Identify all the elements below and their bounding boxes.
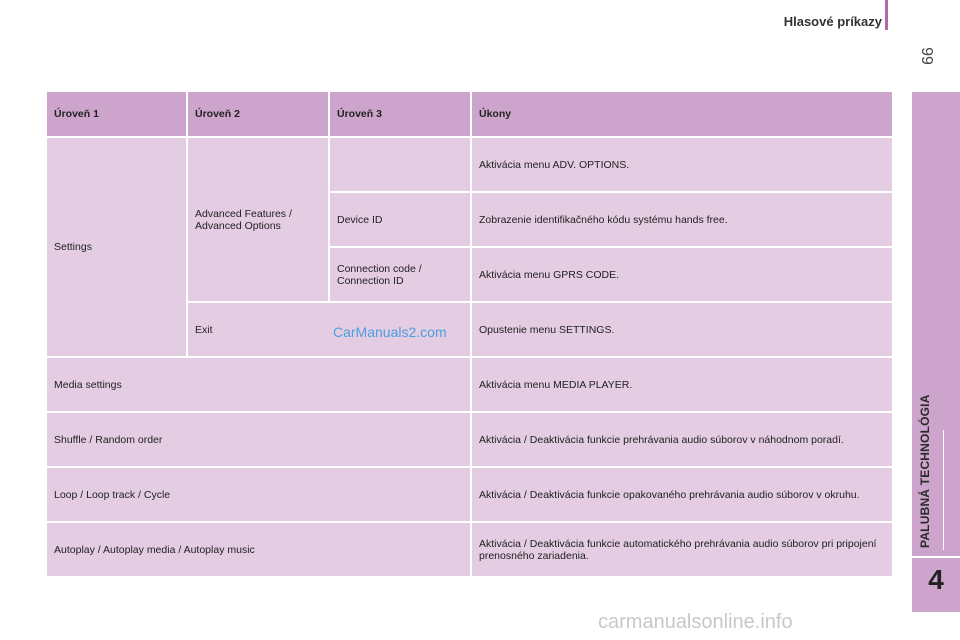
chapter-title: PALUBNÁ TECHNOLÓGIA (918, 394, 932, 548)
cell-connection-code-action: Aktivácia menu GPRS CODE. (471, 247, 893, 302)
page-title: Hlasové príkazy (783, 14, 882, 29)
cell-shuffle-action: Aktivácia / Deaktivácia funkcie prehrávania audio súborov v náhodnom poradí. (471, 412, 893, 467)
voice-commands-table (45, 90, 894, 578)
column-header-level-3: Úroveň 3 (329, 91, 471, 137)
cell-connection-code: Connection code / Connection ID (329, 247, 471, 302)
cell-exit-action: Opustenie menu SETTINGS. (471, 302, 893, 357)
cell-settings: Settings (46, 137, 187, 357)
cell-shuffle: Shuffle / Random order (46, 412, 471, 467)
cell-device-id: Device ID (329, 192, 471, 247)
table-row (46, 137, 893, 192)
chapter-number: 4 (928, 564, 944, 595)
column-header-level-2: Úroveň 2 (187, 91, 329, 137)
cell-media-settings-action: Aktivácia menu MEDIA PLAYER. (471, 357, 893, 412)
cell-device-id-action: Zobrazenie identifikačného kódu systému hands free. (471, 192, 893, 247)
table-row (46, 467, 893, 522)
table-row (46, 412, 893, 467)
table-row (46, 522, 893, 577)
cell-advanced-options: Advanced Features / Advanced Options (187, 137, 329, 302)
cell-loop-action: Aktivácia / Deaktivácia funkcie opakovaného prehrávania audio súborov v okruhu. (471, 467, 893, 522)
cell-autoplay-action: Aktivácia / Deaktivácia funkcie automatického prehrávania audio súborov pri pripojení prenosného zariadenia. (471, 522, 893, 577)
header-accent-bar (885, 0, 888, 30)
column-header-level-1: Úroveň 1 (46, 91, 187, 137)
cell-empty (329, 137, 471, 192)
cell-media-settings: Media settings (46, 357, 471, 412)
cell-loop: Loop / Loop track / Cycle (46, 467, 471, 522)
cell-autoplay: Autoplay / Autoplay media / Autoplay music (46, 522, 471, 577)
page-number: 99 (918, 47, 935, 65)
cell-exit: Exit (187, 302, 471, 357)
column-header-actions: Úkony (471, 91, 893, 137)
side-tab-line (943, 430, 944, 550)
footer-watermark: carmanualsonline.info (598, 611, 793, 633)
table-header-row (46, 91, 893, 137)
table-row (46, 357, 893, 412)
side-tab-divider (912, 556, 960, 558)
watermark-link[interactable]: CarManuals2.com (333, 324, 447, 340)
cell-adv-action: Aktivácia menu ADV. OPTIONS. (471, 137, 893, 192)
